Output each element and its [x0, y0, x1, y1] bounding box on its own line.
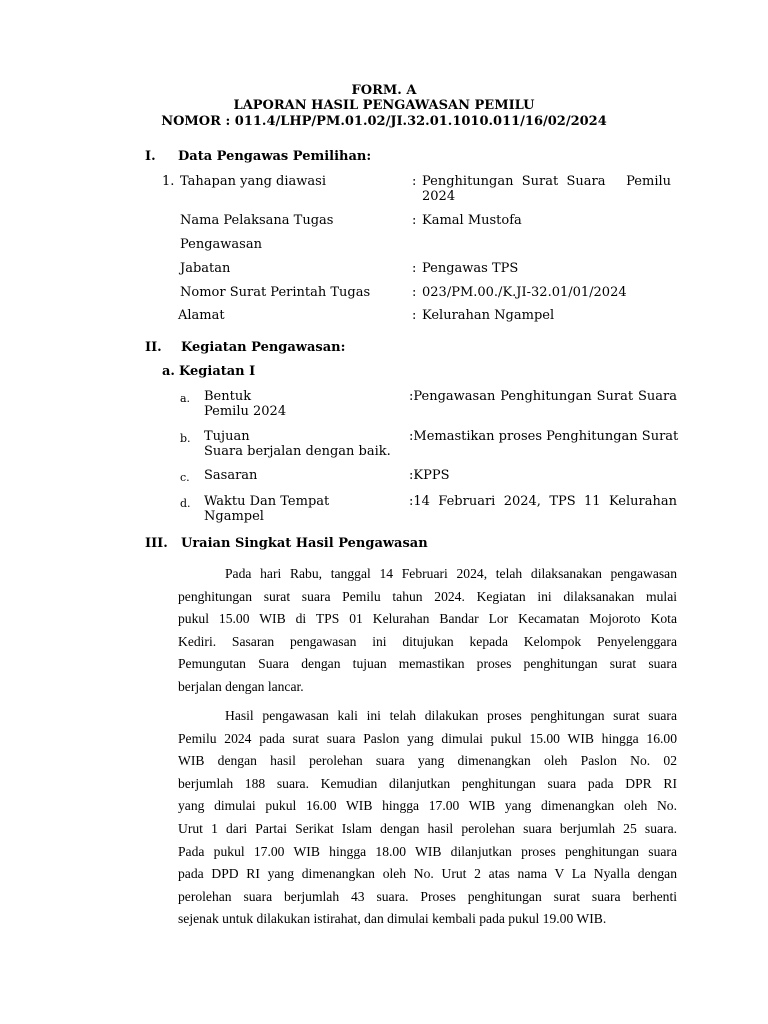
item-c-value: :KPPS [409, 468, 450, 483]
item-a-value-text: :Pengawasan Penghitungan Surat Suara [409, 389, 677, 404]
row-1-label: Tahapan yang diawasi [180, 174, 326, 189]
row-1-value-line2: 2024 [422, 189, 456, 204]
item-b-label: Tujuan [204, 429, 250, 444]
row-2-label-line2: Pengawasan [180, 237, 262, 252]
subsection-a-title: Kegiatan I [179, 364, 256, 379]
item-b-number: b. [180, 432, 191, 445]
item-a-continuation: Pemilu 2024 [204, 404, 287, 419]
item-a-label: Bentuk [204, 389, 252, 404]
paragraph-2-line: sejenak untuk dilakukan istirahat, dan dimulai kembali pada pukul 19.00 WIB. [178, 911, 607, 927]
row-4-label: Nomor Surat Perintah Tugas [180, 285, 371, 300]
report-title: LAPORAN HASIL PENGAWASAN PEMILU [233, 98, 535, 113]
paragraph-1-line: berjalan dengan lancar. [178, 678, 304, 694]
item-c-number: c. [180, 471, 190, 484]
paragraph-1 [178, 563, 677, 699]
paragraph-2-line: WIB dengan hasil perolehan suara yang dimenangkan oleh Paslon No. 02 [178, 753, 677, 769]
row-1-separator: : [412, 174, 417, 189]
paragraph-2-line: perolehan suara berjumlah 43 suara. Proses penghitungan surat suara berhenti [178, 888, 677, 904]
row-2-value: Kamal Mustofa [422, 213, 522, 228]
report-number: NOMOR : 011.4/LHP/PM.01.02/JI.32.01.1010.011/16/02/2024 [161, 114, 607, 129]
row-1-value [422, 174, 677, 189]
row-2-label-line1: Nama Pelaksana Tugas [180, 213, 334, 228]
paragraph-2-line: yang dimulai pukul 16.00 WIB hingga 17.00 WIB yang dimenangkan oleh No. [178, 798, 677, 814]
subsection-a-number: a. [162, 364, 175, 379]
row-4-value: 023/PM.00./K.JI-32.01/01/2024 [422, 285, 627, 300]
item-a-value [409, 389, 677, 404]
item-d-value-text: :14 Februari 2024, TPS 11 Kelurahan [409, 494, 677, 509]
row-2-separator: : [412, 213, 417, 228]
row-5-label: Alamat [178, 308, 225, 323]
item-b-continuation: Suara berjalan dengan baik. [204, 444, 391, 459]
paragraph-2 [178, 705, 677, 931]
row-5-value: Kelurahan Ngampel [422, 308, 555, 323]
row-1-value-line1: Penghitungan Surat Suara Pemilu [422, 174, 672, 189]
paragraph-2-line: Pemilu 2024 pada surat suara Paslon yang dimulai pukul 15.00 WIB hingga 16.00 [178, 730, 677, 746]
row-5-separator: : [412, 308, 417, 323]
section-2-number: II. [145, 340, 162, 355]
form-label: FORM. A [351, 83, 417, 98]
item-c-label: Sasaran [204, 468, 258, 483]
paragraph-1-line: Pada hari Rabu, tanggal 14 Februari 2024, telah dilaksanakan pengawasan [225, 566, 677, 581]
paragraph-2-line: Hasil pengawasan kali ini telah dilakukan proses penghitungan surat suara [225, 708, 677, 723]
section-2-title: Kegiatan Pengawasan: [181, 340, 346, 355]
section-3-number: III. [145, 536, 168, 551]
item-b-value-text: :Memastikan proses Penghitungan Surat [409, 429, 679, 444]
row-3-label: Jabatan [180, 261, 231, 276]
section-3-title: Uraian Singkat Hasil Pengawasan [181, 536, 428, 551]
paragraph-2-line: Pada pukul 17.00 WIB hingga 18.00 WIB dilanjutkan proses penghitungan suara [178, 843, 677, 859]
item-d-continuation: Ngampel [204, 509, 264, 524]
item-d-value [409, 494, 677, 509]
row-3-value: Pengawas TPS [422, 261, 519, 276]
item-d-label: Waktu Dan Tempat [204, 494, 330, 509]
item-b-value [409, 429, 677, 444]
paragraph-1-line: Pemungutan Suara dengan tujuan memastikan proses penghitungan surat suara [178, 656, 677, 672]
row-4-separator: : [412, 285, 417, 300]
paragraph-2-line: berjumlah 188 suara. Kemudian dilanjutkan penghitungan suara pada DPR RI [178, 775, 677, 791]
item-d-number: d. [180, 497, 191, 510]
row-1-number: 1. [162, 174, 175, 189]
paragraph-2-line: Urut 1 dari Partai Serikat Islam dengan hasil perolehan suara berjumlah 25 suara. [178, 820, 677, 836]
row-3-separator: : [412, 261, 417, 276]
item-a-number: a. [180, 392, 191, 405]
paragraph-1-line: penghitungan surat suara Pemilu tahun 2024. Kegiatan ini dilaksanakan mulai [178, 588, 677, 604]
section-1-title: Data Pengawas Pemilihan: [178, 149, 372, 164]
paragraph-2-line: pada DPD RI yang dimenangkan oleh No. Urut 2 atas nama V La Nyalla dengan [178, 866, 677, 882]
paragraph-1-line: pukul 15.00 WIB di TPS 01 Kelurahan Bandar Lor Kecamatan Mojoroto Kota [178, 611, 677, 627]
section-1-number: I. [145, 149, 156, 164]
paragraph-1-line: Kediri. Sasaran pengawasan ini ditujukan kepada Kelompok Penyelenggara [178, 633, 677, 649]
